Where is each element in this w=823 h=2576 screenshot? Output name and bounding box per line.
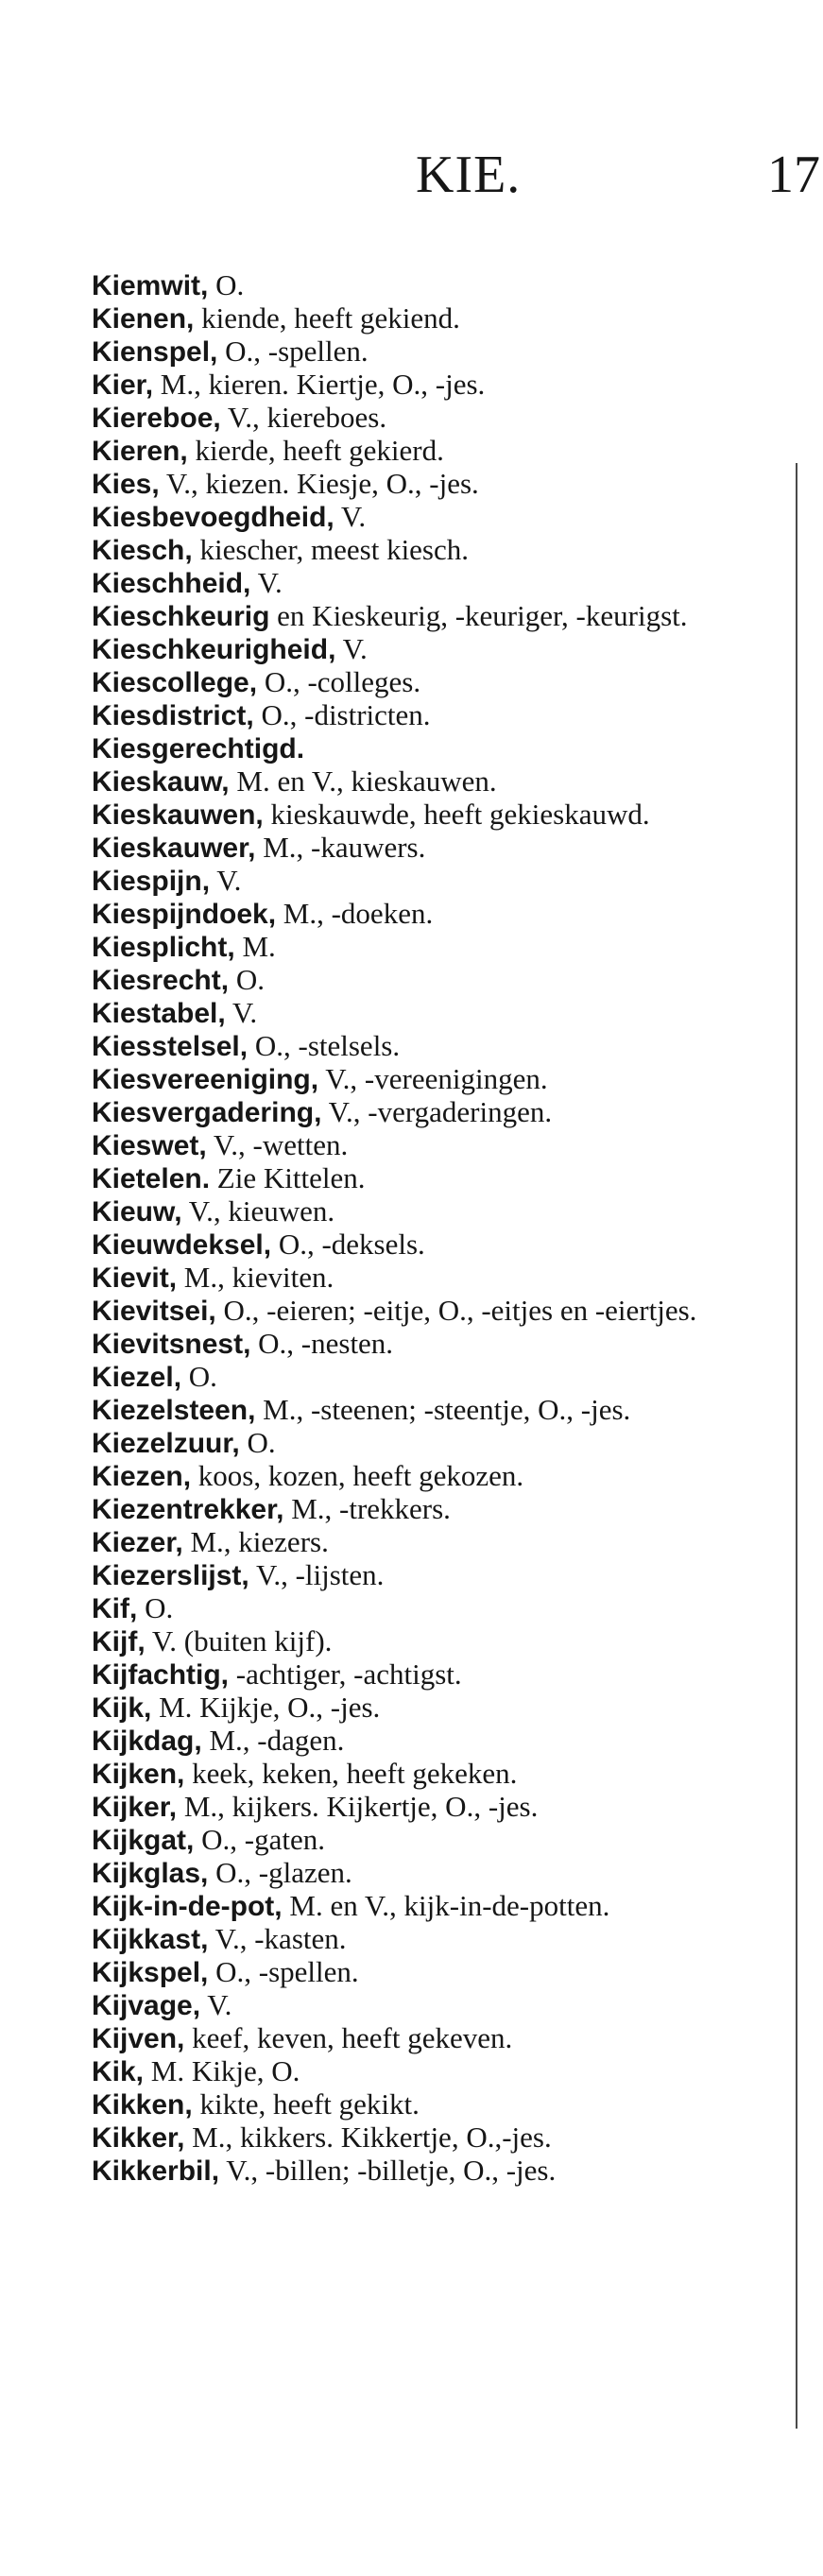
entry-definition: koos, kozen, heeft gekozen. [191, 1459, 524, 1492]
dictionary-entry [92, 1328, 772, 1361]
entry-headword: Kieskauwen, [92, 799, 264, 831]
dictionary-entry [92, 402, 772, 435]
entry-headword: Kiesplicht, [92, 932, 235, 963]
entry-definition: V., kiereboes. [220, 401, 387, 434]
entry-definition: kiende, heeft gekiend. [194, 301, 460, 335]
dictionary-entry [92, 1262, 772, 1295]
dictionary-entry [92, 832, 772, 865]
dictionary-entry [92, 964, 772, 997]
entry-headword: Kiesdistrict, [92, 700, 254, 731]
entry-headword: Kiezel, [92, 1362, 182, 1393]
entry-headword: Kijkspel, [92, 1957, 209, 1988]
entry-definition: kikte, heeft gekikt. [192, 2087, 420, 2121]
entry-headword: Kiesvergadering, [92, 1097, 322, 1128]
entry-headword: Kieuw, [92, 1196, 182, 1228]
dictionary-entry [92, 2121, 772, 2155]
entry-definition: V., kiezen. Kiesje, O., -jes. [159, 467, 479, 500]
page-number: 17 [767, 146, 820, 204]
entry-definition: V., -vergaderingen. [321, 1095, 553, 1128]
margin-rule [796, 463, 797, 2429]
entry-definition: M., -steenen; -steentje, O., -jes. [255, 1393, 631, 1426]
dictionary-entry [92, 1493, 772, 1526]
dictionary-entry [92, 534, 772, 567]
page-header [0, 142, 823, 208]
entry-headword: Kijk, [92, 1692, 152, 1724]
entry-definition: V. [335, 632, 368, 665]
entry-headword: Kienen, [92, 303, 195, 335]
entry-headword: Kiereboe, [92, 403, 221, 434]
entry-definition: M., kieren. Kiertje, O., -jes. [153, 368, 486, 401]
dictionary-entry [92, 1592, 772, 1625]
dictionary-entry [92, 1692, 772, 1725]
entry-definition: kieskauwde, heeft gekieskauwd. [263, 798, 650, 831]
entry-headword: Kieskauw, [92, 766, 230, 798]
dictionary-entry [92, 1460, 772, 1493]
dictionary-entry [92, 865, 772, 898]
dictionary-entry [92, 997, 772, 1030]
entry-headword: Kijven, [92, 2023, 185, 2054]
entry-headword: Kiemwit, [92, 270, 209, 301]
entry-headword: Kikken, [92, 2089, 193, 2121]
dictionary-entry [92, 931, 772, 964]
entry-headword: Kievit, [92, 1262, 178, 1294]
entry-headword: Kiesvereeniging, [92, 1064, 319, 1095]
entry-definition: O., -spellen. [208, 1955, 359, 1988]
entry-definition: M. [234, 930, 276, 963]
entry-headword: Kiezentrekker, [92, 1494, 284, 1525]
dictionary-entry [92, 765, 772, 799]
dictionary-entry [92, 699, 772, 732]
dictionary-entry [92, 1361, 772, 1394]
entry-headword: Kieuwdeksel, [92, 1229, 272, 1261]
entry-headword: Kieschkeurig [92, 601, 270, 632]
dictionary-entry [92, 1857, 772, 1890]
entry-definition: O. [137, 1591, 174, 1624]
entry-definition: V. [225, 996, 258, 1029]
dictionary-entry [92, 1758, 772, 1791]
dictionary-entry [92, 732, 772, 765]
running-head: KIE. [416, 146, 522, 204]
entry-headword: Kiesgerechtigd. [92, 733, 305, 764]
entry-headword: Kies, [92, 469, 160, 500]
entry-headword: Kijk-in-de-pot, [92, 1891, 283, 1922]
entry-headword: Kievitsnest, [92, 1329, 251, 1360]
entry-headword: Kif, [92, 1593, 138, 1624]
entry-definition: keek, keken, heeft gekeken. [184, 1757, 518, 1790]
entry-headword: Kieskauwer, [92, 833, 256, 864]
dictionary-entry [92, 1295, 772, 1328]
entry-headword: Kijkglas, [92, 1858, 209, 1889]
entry-headword: Kievitsei, [92, 1296, 216, 1327]
dictionary-entry [92, 1427, 772, 1460]
entry-headword: Kieren, [92, 436, 188, 467]
entry-definition: V. [250, 566, 283, 599]
dictionary-entry [92, 369, 772, 402]
entry-headword: Kijf, [92, 1626, 146, 1657]
dictionary-entry [92, 1791, 772, 1824]
entry-headword: Kijvage, [92, 1990, 201, 2021]
dictionary-entry [92, 1923, 772, 1956]
entry-headword: Kijfachtig, [92, 1659, 230, 1691]
entry-definition: V., -kasten. [208, 1922, 347, 1955]
dictionary-entry [92, 1890, 772, 1923]
entry-definition: keef, keven, heeft gekeven. [184, 2021, 513, 2054]
entry-headword: Kiezerslijst, [92, 1560, 249, 1591]
entry-definition: O., -eieren; -eitje, O., -eitjes en -eiertjes. [215, 1294, 697, 1327]
entry-headword: Kiesstelsel, [92, 1031, 249, 1062]
entry-headword: Kienspel, [92, 336, 218, 368]
entry-headword: Kijkkast, [92, 1924, 209, 1955]
entry-headword: Kiespijn, [92, 866, 211, 897]
dictionary-entry [92, 1989, 772, 2022]
dictionary-entry [92, 302, 772, 335]
dictionary-entry [92, 898, 772, 931]
dictionary-entry [92, 1162, 772, 1195]
dictionary-entry [92, 435, 772, 468]
entry-headword: Kijker, [92, 1792, 178, 1823]
entry-headword: Kiespijndoek, [92, 899, 277, 930]
dictionary-entry [92, 335, 772, 369]
entry-definition: -achtiger, -achtigst. [229, 1657, 462, 1691]
entry-headword: Kiesch, [92, 535, 193, 566]
entry-definition: O., -deksels. [271, 1228, 425, 1261]
entry-headword: Kiestabel, [92, 998, 226, 1029]
dictionary-entry [92, 666, 772, 699]
entry-definition: M. Kikje, O. [144, 2054, 300, 2087]
entry-definition: Zie Kittelen. [210, 1161, 366, 1194]
dictionary-entry [92, 2155, 772, 2188]
entry-headword: Kiezelzuur, [92, 1428, 240, 1459]
dictionary-entry [92, 1063, 772, 1096]
dictionary-entry [92, 1195, 772, 1228]
dictionary-entry [92, 1030, 772, 1063]
dictionary-entry [92, 2088, 772, 2121]
entry-definition: O., -gaten. [194, 1823, 325, 1856]
entry-definition: O., -glazen. [208, 1856, 352, 1889]
entry-definition: O., -stelsels. [248, 1029, 401, 1062]
entry-headword: Kier, [92, 369, 154, 401]
entry-definition: V., -vereenigingen. [318, 1062, 548, 1095]
entry-headword: Kijkgat, [92, 1825, 195, 1856]
entry-definition: V. [200, 1988, 232, 2021]
dictionary-entry [92, 1559, 772, 1592]
entry-definition: M., -dagen. [201, 1724, 345, 1757]
entry-definition: M., -trekkers. [283, 1492, 451, 1525]
dictionary-entry [92, 1824, 772, 1857]
entry-definition: M. en V., kieskauwen. [229, 764, 497, 798]
entry-definition: V. (buiten kijf). [145, 1624, 333, 1657]
entry-definition: M., kijkers. Kijkertje, O., -jes. [177, 1790, 539, 1823]
dictionary-entries [92, 269, 772, 2188]
entry-headword: Kiesbevoegdheid, [92, 502, 334, 533]
dictionary-entry [92, 2022, 772, 2055]
entry-definition: kierde, heeft gekierd. [187, 434, 444, 467]
entry-definition: V., kieuwen. [181, 1194, 335, 1228]
dictionary-entry [92, 501, 772, 534]
dictionary-entry [92, 1658, 772, 1692]
entry-headword: Kiezer, [92, 1527, 183, 1558]
entry-definition: V., -wetten. [206, 1128, 349, 1161]
entry-headword: Kieschheid, [92, 568, 251, 599]
dictionary-entry [92, 2055, 772, 2088]
entry-headword: Kikkerbil, [92, 2155, 220, 2187]
entry-definition: M., kikkers. Kikkertje, O.,-jes. [184, 2121, 552, 2154]
entry-headword: Kikker, [92, 2122, 185, 2154]
dictionary-entry [92, 600, 772, 633]
entry-headword: Kijken, [92, 1759, 185, 1790]
entry-definition: V., -billen; -billetje, O., -jes. [219, 2154, 557, 2187]
dictionary-entry [92, 799, 772, 832]
entry-definition: M. Kijkje, O., -jes. [151, 1691, 381, 1724]
entry-headword: Kiesrecht, [92, 965, 230, 996]
entry-definition: en Kieskeurig, -keuriger, -keurigst. [269, 599, 688, 632]
entry-definition: kiescher, meest kiesch. [192, 533, 470, 566]
dictionary-entry [92, 468, 772, 501]
entry-definition: O., -spellen. [217, 335, 369, 368]
entry-definition: M., -doeken. [276, 897, 434, 930]
entry-headword: Kieschkeurigheid, [92, 634, 336, 665]
entry-definition: M. en V., kijk-in-de-potten. [282, 1889, 610, 1922]
dictionary-entry [92, 1394, 772, 1427]
entry-definition: M., kieviten. [177, 1261, 334, 1294]
entry-definition: M., -kauwers. [255, 831, 426, 864]
entry-definition: O., -districten. [253, 698, 431, 731]
dictionary-entry [92, 269, 772, 302]
dictionary-entry [92, 1625, 772, 1658]
entry-definition: O. [239, 1426, 276, 1459]
dictionary-entry [92, 1096, 772, 1129]
dictionary-entry [92, 567, 772, 600]
entry-headword: Kijkdag, [92, 1726, 202, 1757]
dictionary-entry [92, 1129, 772, 1162]
dictionary-entry [92, 1956, 772, 1989]
entry-headword: Kietelen. [92, 1163, 211, 1194]
entry-headword: Kiezen, [92, 1461, 192, 1492]
dictionary-entry [92, 1725, 772, 1758]
dictionary-entry [92, 1228, 772, 1262]
entry-definition: V. [334, 500, 367, 533]
entry-definition: O., -colleges. [257, 665, 421, 698]
entry-headword: Kieswet, [92, 1130, 207, 1161]
entry-definition: O. [208, 268, 245, 301]
entry-headword: Kiescollege, [92, 667, 258, 698]
entry-definition: O. [229, 963, 265, 996]
entry-definition: O. [181, 1360, 217, 1393]
entry-definition: V., -lijsten. [249, 1558, 385, 1591]
entry-definition: V. [210, 864, 242, 897]
entry-definition: M., kiezers. [182, 1525, 329, 1558]
entry-headword: Kiezelsteen, [92, 1395, 256, 1426]
dictionary-entry [92, 633, 772, 666]
dictionary-entry [92, 1526, 772, 1559]
entry-headword: Kik, [92, 2056, 145, 2087]
entry-definition: O., -nesten. [250, 1327, 394, 1360]
